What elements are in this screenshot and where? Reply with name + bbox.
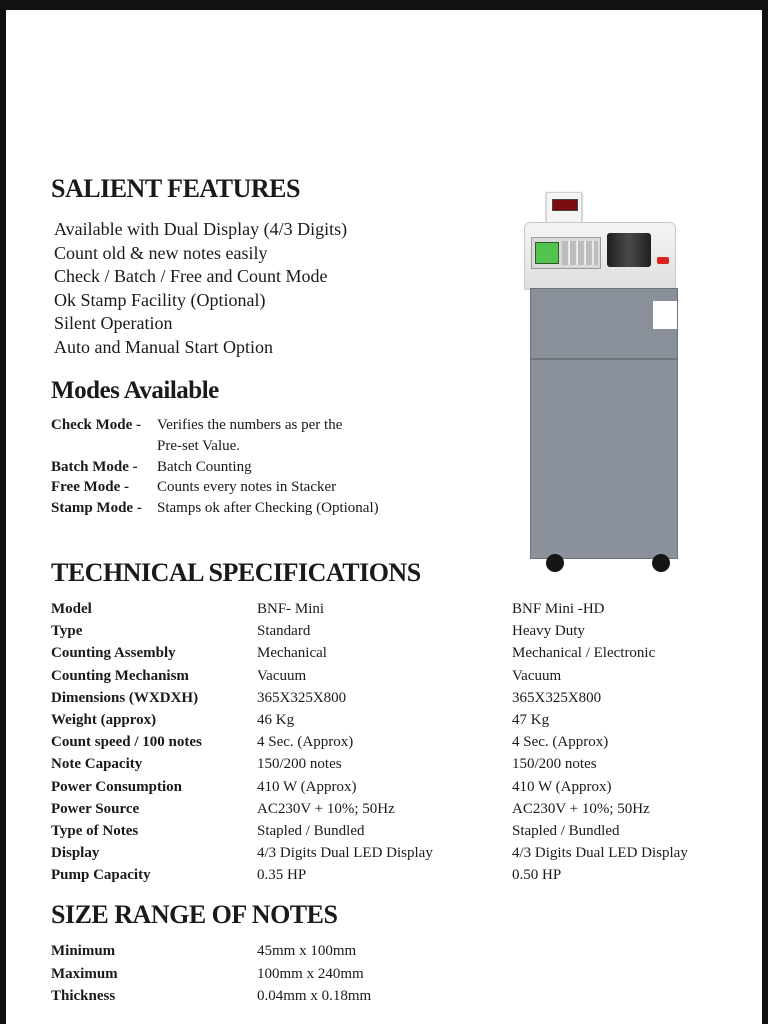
lcd-screen <box>535 242 559 264</box>
spec-label: Model <box>51 601 92 617</box>
spec-value: Heavy Duty <box>512 623 585 640</box>
spec-value: 365X325X800 <box>257 689 347 706</box>
table-row <box>51 687 731 709</box>
spec-value: Stapled / Bundled <box>512 822 620 839</box>
spec-value: 4 Sec. (Approx) <box>257 734 354 751</box>
spec-label: Thickness <box>51 988 116 1005</box>
spec-value: 4 Sec. (Approx) <box>512 734 609 751</box>
spec-value: 4/3 Digits Dual LED Display <box>257 845 433 862</box>
spec-value: 4/3 Digits Dual LED Display <box>512 845 688 862</box>
feature-item: Auto and Manual Start Option <box>54 336 273 357</box>
mode-description: Verifies the numbers as per the <box>157 417 343 433</box>
spec-label: Display <box>51 845 100 862</box>
machine-cabinet <box>530 358 678 559</box>
feature-item: Available with Dual Display (4/3 Digits) <box>54 219 348 239</box>
label-sticker <box>653 301 677 329</box>
mode-label: Batch Mode - <box>51 458 138 475</box>
castor-wheel <box>652 554 670 572</box>
spec-value: 410 W (Approx) <box>512 778 612 795</box>
table-row <box>51 864 731 886</box>
spec-value: Vacuum <box>257 667 307 684</box>
mode-row <box>51 415 451 436</box>
spec-value: Standard <box>257 623 311 640</box>
table-row <box>51 842 731 864</box>
spec-label: Weight (approx) <box>51 711 157 728</box>
salient-features-list <box>54 218 347 360</box>
customer-display <box>546 192 582 224</box>
spec-label: Type <box>51 623 83 640</box>
spec-value: 100mm x 240mm <box>257 965 364 982</box>
start-button <box>657 257 669 264</box>
spec-label: Counting Mechanism <box>51 667 189 684</box>
mode-row <box>51 436 451 457</box>
salient-features-heading: SALIENT FEATURES <box>51 174 300 203</box>
table-row <box>51 985 731 1008</box>
table-row <box>51 753 731 775</box>
note-hopper <box>607 233 651 267</box>
feature-item: Ok Stamp Facility (Optional) <box>54 289 266 310</box>
mode-row <box>51 477 451 498</box>
table-row <box>51 963 731 986</box>
mode-row <box>51 498 451 519</box>
table-row <box>51 598 731 620</box>
mode-description: Counts every notes in Stacker <box>157 479 337 496</box>
size-range-table <box>51 940 731 1008</box>
spec-value: Vacuum <box>512 667 562 684</box>
table-row <box>51 731 731 753</box>
modes-list <box>51 415 451 519</box>
table-row <box>51 776 731 798</box>
spec-value: 410 W (Approx) <box>257 778 357 795</box>
spec-value: BNF- Mini <box>257 601 325 617</box>
machine-top-unit <box>524 222 676 290</box>
feature-item: Silent Operation <box>54 313 173 334</box>
feature-item: Check / Batch / Free and Count Mode <box>54 266 328 287</box>
spec-value: AC230V + 10%; 50Hz <box>257 800 395 817</box>
keypad <box>562 241 598 265</box>
mode-description: Stamps ok after Checking (Optional) <box>157 500 379 517</box>
machine-upper-body <box>530 288 678 360</box>
castor-wheel <box>546 554 564 572</box>
spec-label: Pump Capacity <box>51 867 151 884</box>
table-row <box>51 940 731 963</box>
table-row <box>51 709 731 731</box>
spec-value: Mechanical / Electronic <box>512 645 656 662</box>
spec-label: Power Source <box>51 800 140 817</box>
spec-label: Power Consumption <box>51 778 182 795</box>
table-row <box>51 620 731 642</box>
mode-description: Pre-set Value. <box>157 437 241 454</box>
mode-label: Stamp Mode - <box>51 500 142 517</box>
spec-value: Stapled / Bundled <box>257 822 365 839</box>
control-panel <box>531 237 601 269</box>
mode-row <box>51 457 451 478</box>
technical-specifications-table <box>51 598 731 886</box>
table-row <box>51 798 731 820</box>
spec-label: Type of Notes <box>51 822 139 839</box>
mode-label: Check Mode - <box>51 417 141 433</box>
feature-item: Count old & new notes easily <box>54 242 268 263</box>
table-row <box>51 665 731 687</box>
spec-value: 0.04mm x 0.18mm <box>257 988 372 1005</box>
spec-label: Note Capacity <box>51 756 143 773</box>
mode-description: Batch Counting <box>157 458 252 475</box>
spec-value: 0.35 HP <box>257 867 307 884</box>
spec-value: 46 Kg <box>257 711 295 728</box>
spec-value: AC230V + 10%; 50Hz <box>512 800 650 817</box>
led-display <box>552 199 578 211</box>
spec-value: BNF Mini -HD <box>512 601 605 617</box>
spec-value: 365X325X800 <box>512 689 602 706</box>
spec-value: 150/200 notes <box>512 756 597 773</box>
spec-label: Minimum <box>51 943 116 959</box>
note-counting-machine-image <box>522 190 678 570</box>
spec-label: Counting Assembly <box>51 645 176 662</box>
spec-value: 0.50 HP <box>512 867 562 884</box>
spec-label: Dimensions (WXDXH) <box>51 689 199 706</box>
spec-value: 47 Kg <box>512 711 550 728</box>
spec-label: Maximum <box>51 965 118 982</box>
mode-label: Free Mode - <box>51 479 130 496</box>
size-range-heading: SIZE RANGE OF NOTES <box>51 900 338 929</box>
table-row <box>51 642 731 664</box>
brochure-page <box>6 10 762 1024</box>
spec-value: 150/200 notes <box>257 756 342 773</box>
spec-value: 45mm x 100mm <box>257 943 357 959</box>
mode-label <box>51 436 157 457</box>
technical-specifications-heading: TECHNICAL SPECIFICATIONS <box>51 558 421 587</box>
table-row <box>51 820 731 842</box>
modes-heading: Modes Available <box>51 377 219 404</box>
spec-label: Count speed / 100 notes <box>51 734 202 751</box>
spec-value: Mechanical <box>257 645 327 662</box>
